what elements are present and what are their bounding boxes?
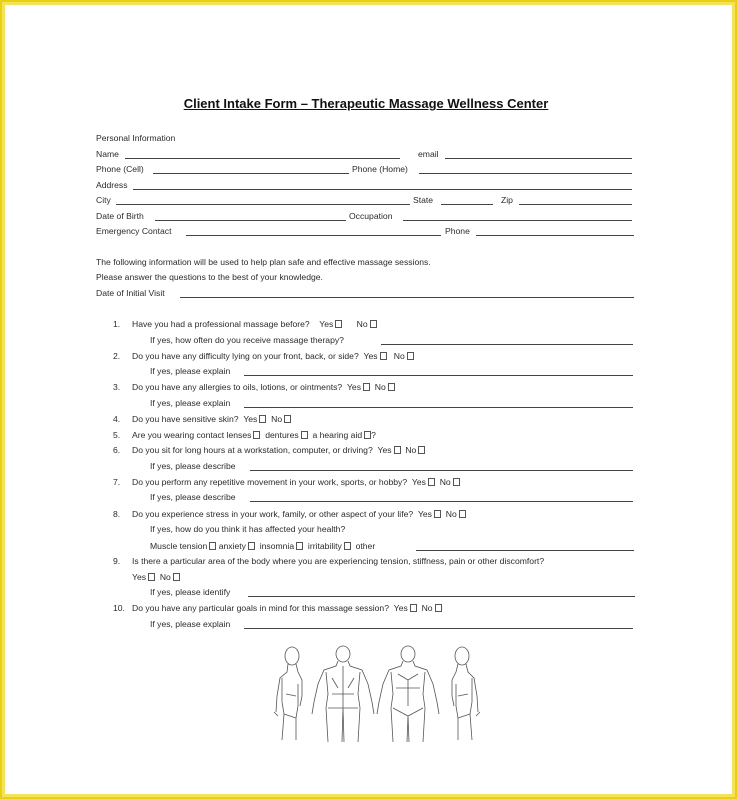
question-1-followup: If yes, how often do you receive massage therapy? <box>150 335 344 345</box>
question-2-no-label: No <box>393 351 405 361</box>
question-3-number: 3. <box>113 382 121 392</box>
question-2-followup: If yes, please explain <box>150 366 231 376</box>
emergency-contact-field[interactable] <box>186 235 441 236</box>
emergency-phone-field[interactable] <box>476 235 634 236</box>
question-10-number: 10. <box>113 603 125 613</box>
question-5-text: Are you wearing contact lenses <box>132 430 252 440</box>
phone-cell-field[interactable] <box>153 173 349 174</box>
question-10-followup: If yes, please explain <box>150 619 231 629</box>
dob-label: Date of Birth <box>96 211 144 221</box>
name-label: Name <box>96 149 119 159</box>
muscle-tension-label: Muscle tension <box>150 541 208 551</box>
question-8 <box>132 509 466 519</box>
question-1-no-label: No <box>356 319 368 329</box>
irritability-checkbox[interactable] <box>344 542 351 550</box>
initial-visit-field[interactable] <box>180 297 634 298</box>
question-3-no-label: No <box>374 382 386 392</box>
question-8-yes-label: Yes <box>417 509 432 519</box>
emergency-contact-label: Emergency Contact <box>96 226 172 236</box>
question-8-yes-checkbox[interactable] <box>434 510 441 518</box>
question-8-number: 8. <box>113 509 121 519</box>
question-9-no-label: No <box>159 572 171 582</box>
body-figure-side-right <box>452 647 480 740</box>
question-8-text: Do you experience stress in your work, family, or other aspect of your life? <box>132 509 414 519</box>
other-label: other <box>355 541 376 551</box>
question-1-text: Have you had a professional massage before? <box>132 319 310 329</box>
question-3-no-checkbox[interactable] <box>388 383 395 391</box>
occupation-label: Occupation <box>349 211 393 221</box>
stress-symptoms <box>150 541 375 551</box>
question-3-text: Do you have any allergies to oils, lotions, or ointments? <box>132 382 343 392</box>
question-2-yes-label: Yes <box>363 351 378 361</box>
personal-info-heading: Personal Information <box>96 133 176 143</box>
question-3-followup: If yes, please explain <box>150 398 231 408</box>
question-4-no-label: No <box>271 414 283 424</box>
zip-field[interactable] <box>519 204 632 205</box>
question-7-text: Do you perform any repetitive movement in your work, sports, or hobby? <box>132 477 408 487</box>
question-7-no-label: No <box>439 477 451 487</box>
dentures-checkbox[interactable] <box>301 431 308 439</box>
question-4 <box>132 414 291 424</box>
anxiety-checkbox[interactable] <box>248 542 255 550</box>
question-10-yes-checkbox[interactable] <box>410 604 417 612</box>
question-7-yes-label: Yes <box>411 477 426 487</box>
body-figure-back <box>312 646 374 742</box>
question-2 <box>132 351 414 361</box>
question-8-no-label: No <box>445 509 457 519</box>
question-10-answer-field[interactable] <box>244 628 633 629</box>
insomnia-label: insomnia <box>259 541 295 551</box>
address-label: Address <box>96 180 128 190</box>
question-4-no-checkbox[interactable] <box>284 415 291 423</box>
other-symptom-field[interactable] <box>416 550 634 551</box>
question-1-yes-checkbox[interactable] <box>335 320 342 328</box>
question-10-no-checkbox[interactable] <box>435 604 442 612</box>
body-diagram <box>268 644 483 744</box>
question-2-number: 2. <box>113 351 121 361</box>
phone-cell-label: Phone (Cell) <box>96 164 144 174</box>
question-2-no-checkbox[interactable] <box>407 352 414 360</box>
question-6-yes-label: Yes <box>377 445 392 455</box>
body-figure-side-left <box>274 647 302 740</box>
question-3-yes-label: Yes <box>346 382 361 392</box>
question-5-end: ? <box>371 430 376 440</box>
question-9-options <box>132 572 180 582</box>
question-7 <box>132 477 460 487</box>
question-7-no-checkbox[interactable] <box>453 478 460 486</box>
question-4-yes-label: Yes <box>243 414 258 424</box>
question-5 <box>132 430 376 440</box>
question-3-yes-checkbox[interactable] <box>363 383 370 391</box>
question-9-yes-label: Yes <box>132 572 147 582</box>
question-4-text: Do you have sensitive skin? <box>132 414 239 424</box>
question-8-no-checkbox[interactable] <box>459 510 466 518</box>
city-field[interactable] <box>116 204 410 205</box>
phone-home-label: Phone (Home) <box>352 164 408 174</box>
question-9-yes-checkbox[interactable] <box>148 573 155 581</box>
question-4-number: 4. <box>113 414 121 424</box>
email-label: email <box>418 149 439 159</box>
question-3-answer-field[interactable] <box>244 407 633 408</box>
question-1 <box>132 319 377 329</box>
phone-home-field[interactable] <box>419 173 632 174</box>
occupation-field[interactable] <box>403 220 632 221</box>
question-3 <box>132 382 395 392</box>
question-9-answer-field[interactable] <box>248 596 635 597</box>
zip-label: Zip <box>501 195 513 205</box>
question-6-followup: If yes, please describe <box>150 461 236 471</box>
question-7-number: 7. <box>113 477 121 487</box>
email-field[interactable] <box>445 158 632 159</box>
initial-visit-label: Date of Initial Visit <box>96 288 165 298</box>
question-6-yes-checkbox[interactable] <box>394 446 401 454</box>
hearing-aid-label: a hearing aid <box>312 430 363 440</box>
question-9-followup: If yes, please identify <box>150 587 231 597</box>
question-10-text: Do you have any particular goals in mind for this massage session? <box>132 603 389 613</box>
question-9-number: 9. <box>113 556 121 566</box>
form-title: Client Intake Form – Therapeutic Massage Wellness Center <box>183 96 549 111</box>
question-2-text: Do you have any difficulty lying on your front, back, or side? <box>132 351 359 361</box>
question-2-yes-checkbox[interactable] <box>380 352 387 360</box>
question-6 <box>132 445 425 455</box>
question-6-text: Do you sit for long hours at a workstation, computer, or driving? <box>132 445 373 455</box>
question-10-yes-label: Yes <box>393 603 408 613</box>
anxiety-label: anxiety <box>218 541 246 551</box>
question-4-yes-checkbox[interactable] <box>259 415 266 423</box>
intro-line-2: Please answer the questions to the best of your knowledge. <box>96 272 323 282</box>
irritability-label: irritability <box>307 541 342 551</box>
address-field[interactable] <box>133 189 632 190</box>
question-5-number: 5. <box>113 430 121 440</box>
dob-field[interactable] <box>155 220 346 221</box>
question-7-followup: If yes, please describe <box>150 492 236 502</box>
question-6-no-checkbox[interactable] <box>418 446 425 454</box>
question-1-number: 1. <box>113 319 121 329</box>
question-6-answer-field[interactable] <box>250 470 633 471</box>
state-label: State <box>413 195 434 205</box>
question-2-answer-field[interactable] <box>244 375 633 376</box>
question-10 <box>132 603 442 613</box>
question-1-yes-label: Yes <box>319 319 334 329</box>
question-7-answer-field[interactable] <box>250 501 633 502</box>
question-7-yes-checkbox[interactable] <box>428 478 435 486</box>
question-6-number: 6. <box>113 445 121 455</box>
muscle-tension-checkbox[interactable] <box>209 542 216 550</box>
body-figure-front <box>377 646 439 742</box>
question-10-no-label: No <box>421 603 433 613</box>
dentures-label: dentures <box>265 430 299 440</box>
state-field[interactable] <box>441 204 493 205</box>
question-9-text: Is there a particular area of the body where you are experiencing tension, stiffness, pain or other discomfort? <box>132 556 545 566</box>
question-1-no-checkbox[interactable] <box>370 320 377 328</box>
question-8-followup: If yes, how do you think it has affected your health? <box>150 524 346 534</box>
insomnia-checkbox[interactable] <box>296 542 303 550</box>
question-1-answer-field[interactable] <box>381 344 633 345</box>
question-6-no-label: No <box>405 445 417 455</box>
emergency-phone-label: Phone <box>445 226 470 236</box>
name-field[interactable] <box>125 158 400 159</box>
city-label: City <box>96 195 111 205</box>
contact-lenses-checkbox[interactable] <box>253 431 260 439</box>
intro-line-1: The following information will be used to help plan safe and effective massage sessions. <box>96 257 431 267</box>
question-9-no-checkbox[interactable] <box>173 573 180 581</box>
